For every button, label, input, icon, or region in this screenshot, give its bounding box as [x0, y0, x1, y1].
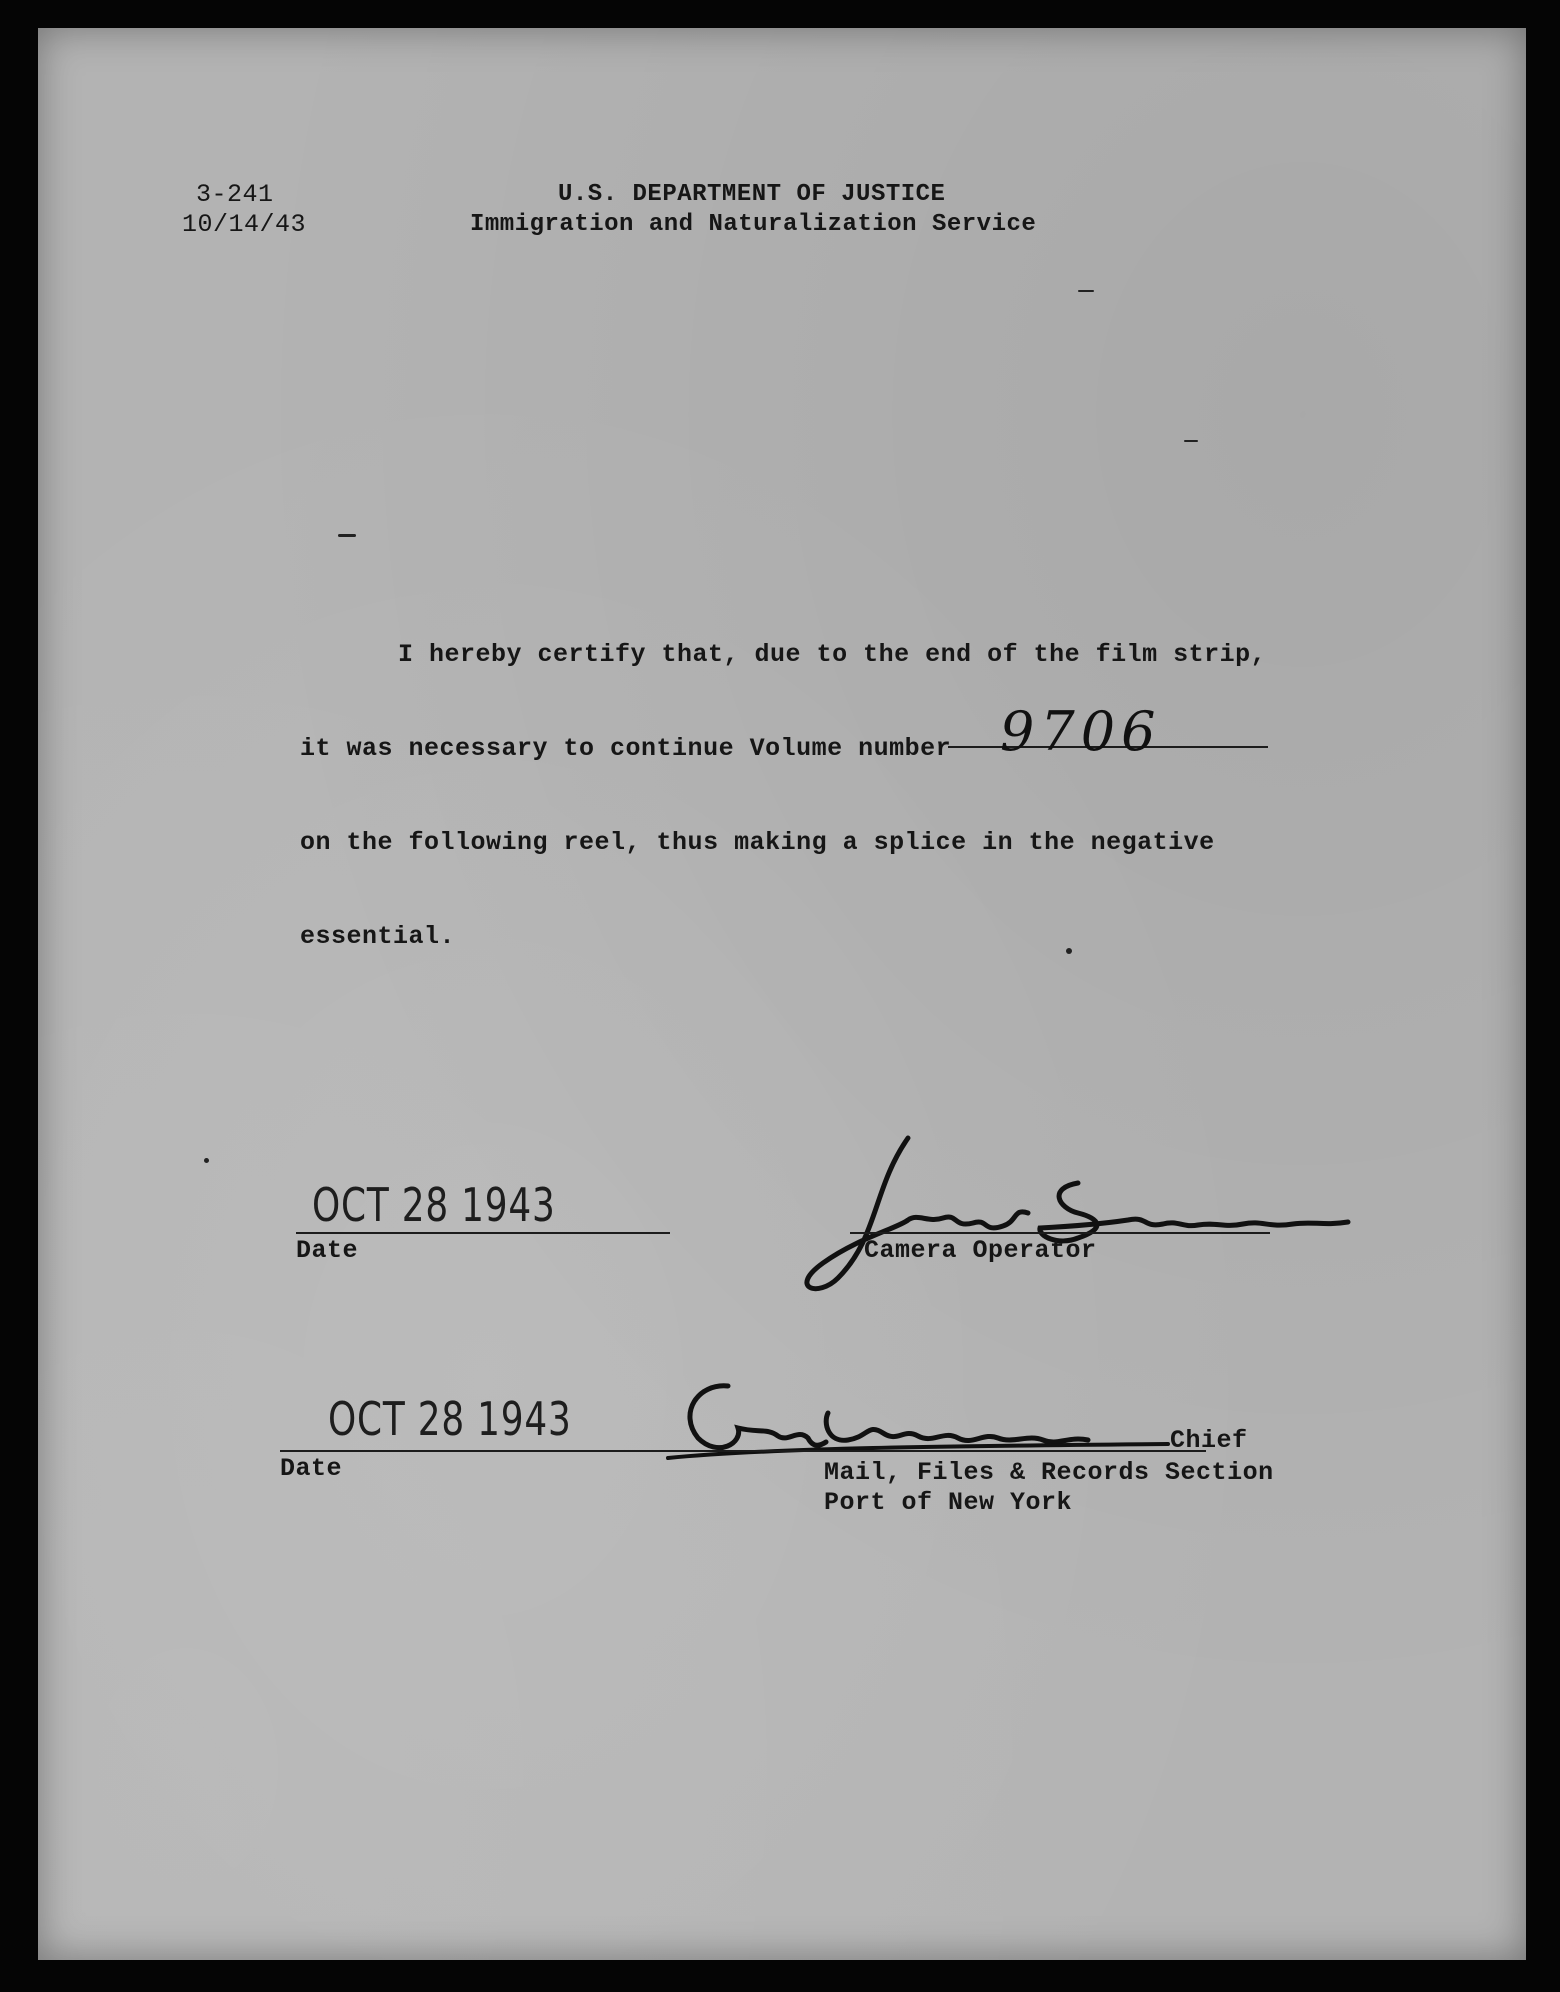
paper-sheet [38, 28, 1526, 1960]
signature-line-1 [850, 1232, 1270, 1234]
signature-line-2 [658, 1450, 1206, 1452]
form-number: 3-241 [196, 180, 274, 209]
camera-operator-title: Camera Operator [864, 1236, 1097, 1265]
form-revision-date: 10/14/43 [182, 210, 307, 239]
date-stamp-2: OCT 28 1943 [328, 1392, 572, 1446]
scan-speck [1078, 290, 1094, 292]
chief-title: Chief [1170, 1426, 1248, 1455]
date-stamp-1: OCT 28 1943 [312, 1178, 556, 1232]
section-name: Mail, Files & Records Section [824, 1458, 1274, 1487]
certification-line-3: on the following reel, thus making a splice in the negative [300, 828, 1215, 857]
scan-speck [1066, 948, 1072, 954]
volume-number: 9706 [1000, 700, 1162, 763]
date-label-1: Date [296, 1236, 359, 1265]
scan-speck [338, 534, 356, 537]
date-line-1 [296, 1232, 670, 1234]
header-agency: U.S. DEPARTMENT OF JUSTICE [558, 181, 946, 208]
date-line-2 [280, 1450, 668, 1452]
header-service: Immigration and Naturalization Service [470, 211, 1037, 238]
date-label-2: Date [280, 1454, 343, 1483]
certification-line-4: essential. [300, 922, 456, 951]
camera-operator-signature [778, 1128, 1378, 1308]
certification-line-1: I hereby certify that, due to the end of the film strip, [398, 640, 1267, 669]
port-name: Port of New York [824, 1488, 1073, 1517]
scan-speck [204, 1158, 209, 1163]
scan-speck [1184, 440, 1198, 442]
certification-line-2: it was necessary to continue Volume number [300, 734, 952, 763]
